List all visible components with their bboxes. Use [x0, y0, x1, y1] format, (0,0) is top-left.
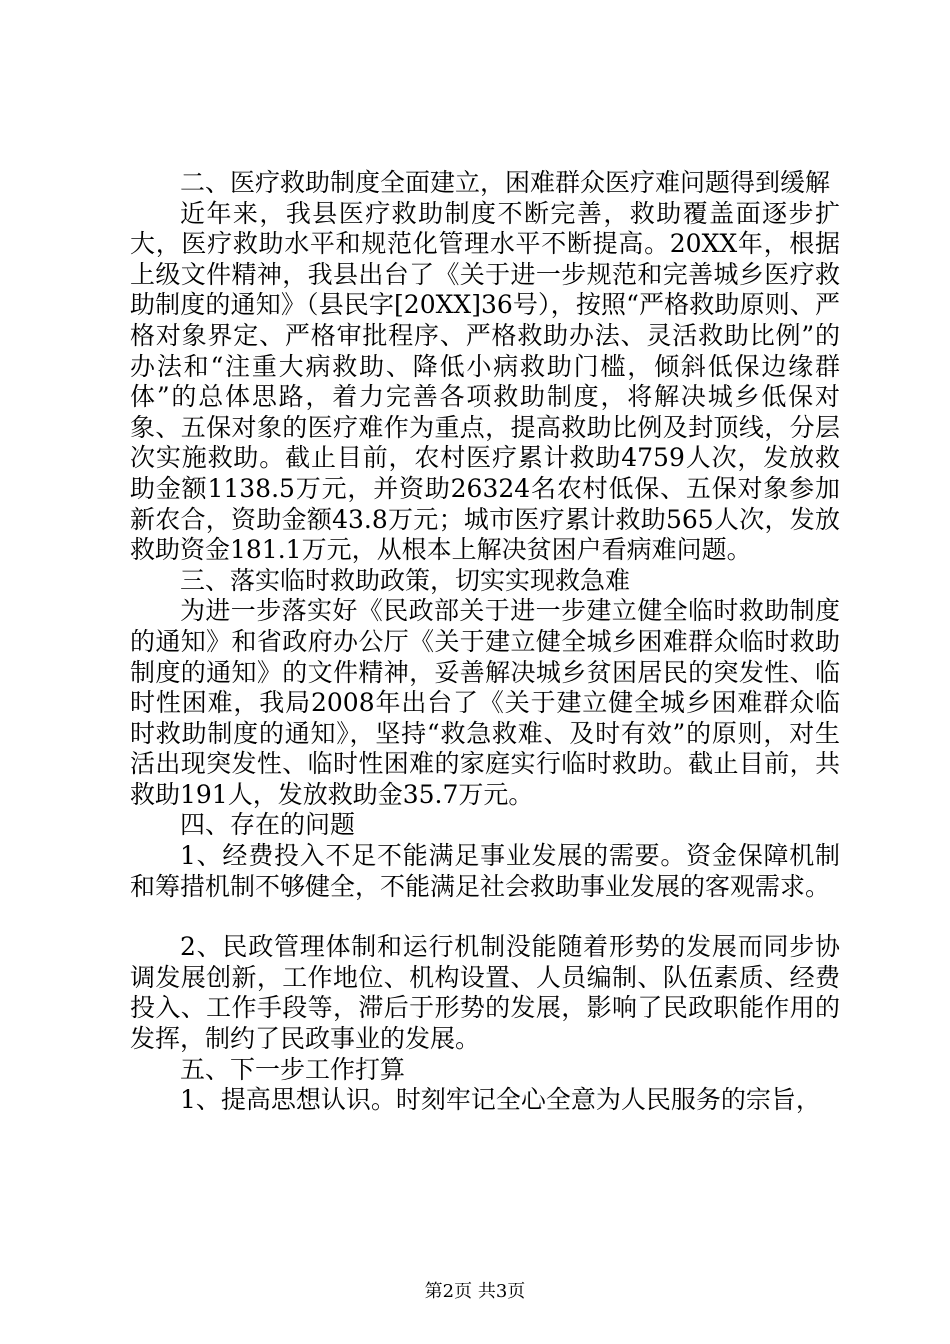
- paragraph-medical-aid: 近年来，我县医疗救助制度不断完善，救助覆盖面逐步扩大，医疗救助水平和规范化管理水平不断提高。20XX年，根据上级文件精神，我县出台了《关于进一步规范和完善城乡医疗救助制度的通知》（县民字[20XX]36号），按照“严格救助原则、严格对象界定、严格审批程序、严格救助办法、灵活救助比例”的办法和“注重大病救助、降低小病救助门槛，倾斜低保边缘群体”的总体思路，着力完善各项救助制度，将解决城乡低保对象、五保对象的医疗难作为重点，提高救助比例及封顶线，分层次实施救助。截止目前，农村医疗累计救助4759人次，发放救助金额1138.5万元，并资助26324名农村低保、五保对象参加新农合，资助金额43.8万元；城市医疗累计救助565人次，发放救助资金181.1万元，从根本上解决贫困户看病难问题。: [130, 198, 840, 565]
- section-heading-next-steps: 五、下一步工作打算: [180, 1054, 406, 1084]
- page-footer: 第2页 共3页: [424, 1281, 526, 1302]
- paragraph-temporary-aid: 为进一步落实好《民政部关于进一步建立健全临时救助制度的通知》和省政府办公厅《关于建立健全城乡困难群众临时救助制度的通知》的文件精神，妥善解决城乡贫困居民的突发性、临时性困难，我局2008年出台了《关于建立健全城乡困难群众临时救助制度的通知》，坚持“救急救难、及时有效”的原则，对生活出现突发性、临时性困难的家庭实行临时救助。截止目前，共救助191人，发放救助金35.7万元。: [130, 596, 840, 809]
- paragraph-problem-1: 1、经费投入不足不能满足事业发展的需要。资金保障机制和筹措机制不够健全，不能满足社会救助事业发展的客观需求。: [130, 841, 840, 901]
- section-heading-problems: 四、存在的问题: [180, 810, 356, 840]
- section-heading-medical-aid: 二、医疗救助制度全面建立，困难群众医疗难问题得到缓解: [180, 168, 831, 197]
- document-body: [130, 168, 840, 1116]
- paragraph-next-step-1: 1、提高思想认识。时刻牢记全心全意为人民服务的宗旨，: [180, 1085, 821, 1115]
- paragraph-problem-2: 2、民政管理体制和运行机制没能随着形势的发展而同步协调发展创新，工作地位、机构设置、人员编制、队伍素质、经费投入、工作手段等，滞后于形势的发展，影响了民政职能作用的发挥，制约了民政事业的发展。: [130, 932, 840, 1054]
- section-heading-temporary-aid: 三、落实临时救助政策，切实实现救急难: [180, 565, 631, 595]
